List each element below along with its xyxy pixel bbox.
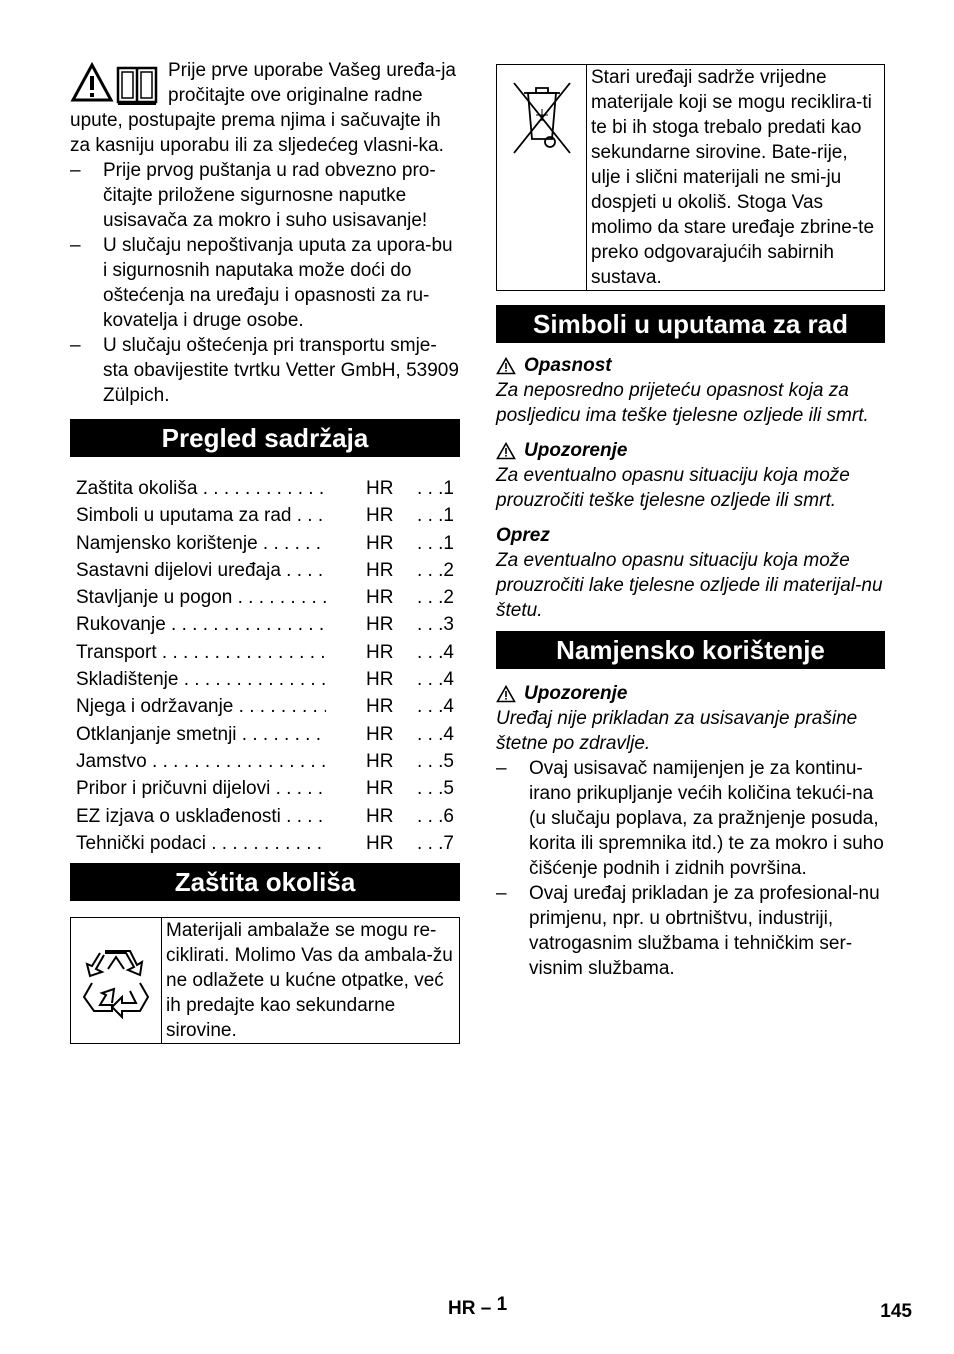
toc-code: HR — [366, 669, 394, 691]
toc-page: . . .1 — [417, 505, 454, 527]
toc-page: . . .4 — [417, 723, 454, 745]
toc-page: . . .5 — [417, 778, 454, 800]
toc-code: HR — [366, 641, 394, 663]
toc-title: Tehnički podaci . . . — [76, 830, 326, 857]
toc-code: HR — [366, 723, 394, 745]
warning-label: Upozorenje — [524, 440, 628, 461]
toc-code: HR — [366, 559, 394, 581]
warning-triangle-icon — [496, 685, 516, 703]
danger-label: Opasnost — [524, 355, 612, 376]
footer-section: HR — [448, 1298, 476, 1319]
toc-code: HR — [366, 832, 394, 854]
intro-list-item — [70, 333, 460, 408]
intro-list-item — [70, 158, 460, 233]
toc-row[interactable] — [76, 775, 454, 802]
footer-number: 1 — [496, 1294, 508, 1315]
toc-page: . . .5 — [417, 750, 454, 772]
list-dash: – — [496, 883, 507, 904]
recycle-box — [70, 917, 460, 1044]
toc-row[interactable] — [76, 803, 454, 830]
toc-row[interactable] — [76, 830, 454, 857]
intro-block — [70, 58, 460, 408]
crossed-bin-icon — [510, 79, 574, 157]
use-warning-text: Uređaj nije prikladan za usisavanje prašine štetne po zdravlje. — [496, 708, 858, 754]
toc-code: HR — [366, 614, 394, 636]
toc-row[interactable] — [76, 611, 454, 638]
toc-heading: Pregled sadržaja — [70, 419, 460, 457]
warning-heading — [496, 438, 885, 463]
intro-list-item — [70, 233, 460, 333]
toc-code: HR — [366, 696, 394, 718]
toc-title: Jamstvo . . . — [76, 748, 326, 775]
toc-row[interactable] — [76, 721, 454, 748]
table-of-contents — [76, 475, 454, 857]
toc-row[interactable] — [76, 530, 454, 557]
toc-row[interactable] — [76, 693, 454, 720]
toc-title: EZ izjava o usklađenosti . . . — [76, 803, 326, 830]
toc-page: . . .4 — [417, 696, 454, 718]
footer-dash: – — [480, 1298, 492, 1319]
intro-text: Prije prve uporabe Vašeg uređa-ja pročitajte ove originalne radne upute, postupajte prema njima i sačuvajte ih za kasniju uporabu ili za sljedećeg vlasni-ka. — [70, 60, 456, 156]
list-dash: – — [70, 235, 81, 256]
toc-row[interactable] — [76, 557, 454, 584]
toc-title: Pribor i pričuvni dijelovi . . . — [76, 775, 326, 802]
toc-title: Simboli u uputama za rad . . . — [76, 502, 326, 529]
environment-heading: Zaštita okoliša — [70, 863, 460, 901]
toc-page: . . .1 — [417, 532, 454, 554]
list-dash: – — [496, 758, 507, 779]
toc-row[interactable] — [76, 666, 454, 693]
toc-title: Zaštita okoliša . . . — [76, 475, 326, 502]
toc-title: Skladištenje . . . — [76, 666, 326, 693]
toc-row[interactable] — [76, 502, 454, 529]
left-column — [70, 58, 460, 1044]
right-column — [496, 64, 885, 981]
footer-section-label — [448, 1296, 507, 1321]
toc-code: HR — [366, 587, 394, 609]
symbols-heading: Simboli u uputama za rad — [496, 305, 885, 343]
caution-heading — [496, 523, 885, 548]
toc-code: HR — [366, 750, 394, 772]
recycle-icon — [78, 943, 154, 1019]
warning-text: Za eventualno opasnu situaciju koja može prouzročiti teške tjelesne ozljede ili smrt. — [496, 465, 850, 511]
danger-heading — [496, 353, 885, 378]
list-dash: – — [70, 160, 81, 181]
list-dash: – — [70, 335, 81, 356]
toc-page: . . .7 — [417, 832, 454, 854]
toc-title: Otklanjanje smetnji . . . — [76, 721, 326, 748]
toc-row[interactable] — [76, 748, 454, 775]
use-list-item — [496, 756, 885, 881]
toc-code: HR — [366, 805, 394, 827]
intro-item-text: U slučaju oštećenja pri transportu smje-sta obavijestite tvrtku Vetter GmbH, 53909 Zülpich. — [103, 335, 459, 406]
use-item-text: Ovaj uređaj prikladan je za profesional-nu primjenu, npr. u obrtništvu, industriji, vatrogasnim službama i tehničkim ser-visnim službama. — [529, 883, 880, 979]
toc-title: Transport . . . — [76, 639, 326, 666]
toc-row[interactable] — [76, 639, 454, 666]
toc-title: Rukovanje . . . — [76, 611, 326, 638]
recycle-text: Materijali ambalaže se mogu re-ciklirati. Molimo Vas da ambala-žu ne odlažete u kućne otpatke, već ih predajte kao sekundarne sirovine. — [166, 920, 453, 1042]
intro-item-text: U slučaju nepoštivanja uputa za upora-bu i sigurnosnih naputaka može doći do oštećenja na uređaju i opasnosti za ru-kovatelja i druge osobe. — [103, 235, 453, 331]
toc-page: . . .3 — [417, 614, 454, 636]
toc-row[interactable] — [76, 584, 454, 611]
warning-manual-icon — [70, 62, 162, 106]
intro-item-text: Prije prvog puštanja u rad obvezno pro-čitajte priložene sigurnosne naputke usisavača za mokro i suho usisavanje! — [103, 160, 436, 231]
danger-text: Za neposredno prijeteću opasnost koja za posljedicu ima teške tjelesne ozljede ili smrt. — [496, 380, 869, 426]
toc-page: . . .2 — [417, 587, 454, 609]
toc-page: . . .4 — [417, 669, 454, 691]
weee-icon-cell — [497, 65, 587, 290]
toc-code: HR — [366, 778, 394, 800]
caution-text: Za eventualno opasnu situaciju koja može prouzročiti lake tjelesne ozljede ili materijal-nu štetu. — [496, 550, 883, 621]
use-warning-label: Upozorenje — [524, 683, 628, 704]
toc-page: . . .1 — [417, 478, 454, 499]
toc-code: HR — [366, 478, 394, 499]
toc-title: Sastavni dijelovi uređaja . . . — [76, 557, 326, 584]
recycle-icon-cell — [71, 918, 162, 1043]
toc-page: . . .4 — [417, 641, 454, 663]
warning-triangle-icon — [496, 357, 516, 375]
toc-title: Stavljanje u pogon . . . — [76, 584, 326, 611]
toc-code: HR — [366, 532, 394, 554]
page-number: 145 — [880, 1301, 912, 1322]
caution-label: Oprez — [496, 525, 550, 546]
toc-code: HR — [366, 505, 394, 527]
intended-use-heading: Namjensko korištenje — [496, 631, 885, 669]
weee-box — [496, 64, 885, 291]
use-list-item — [496, 881, 885, 981]
weee-text: Stari uređaji sadrže vrijedne materijale koji se mogu reciklira-ti te bi ih stoga trebalo predati kao sekundarne sirovine. Bate-rije, ulje i slični materijali ne smi-ju dospjeti u okoliš. Stoga Vas molimo da stare uređaje zbrine-te preko odgovarajućih sabirnih sustava. — [591, 67, 875, 288]
use-item-text: Ovaj usisavač namijenjen je za kontinu-irano prikupljanje većih količina tekući-na (u slučaju poplava, za pražnjenje posuda, korita ili spremnika itd.) te za mokro i suho čišćenje podnih i zidnih površina. — [529, 758, 884, 879]
use-warning-heading — [496, 681, 885, 706]
warning-triangle-icon — [496, 442, 516, 460]
toc-row[interactable] — [76, 475, 454, 502]
toc-page: . . .6 — [417, 805, 454, 827]
toc-title: Njega i održavanje . . . — [76, 693, 326, 720]
toc-page: . . .2 — [417, 559, 454, 581]
toc-title: Namjensko korištenje . . . — [76, 530, 326, 557]
